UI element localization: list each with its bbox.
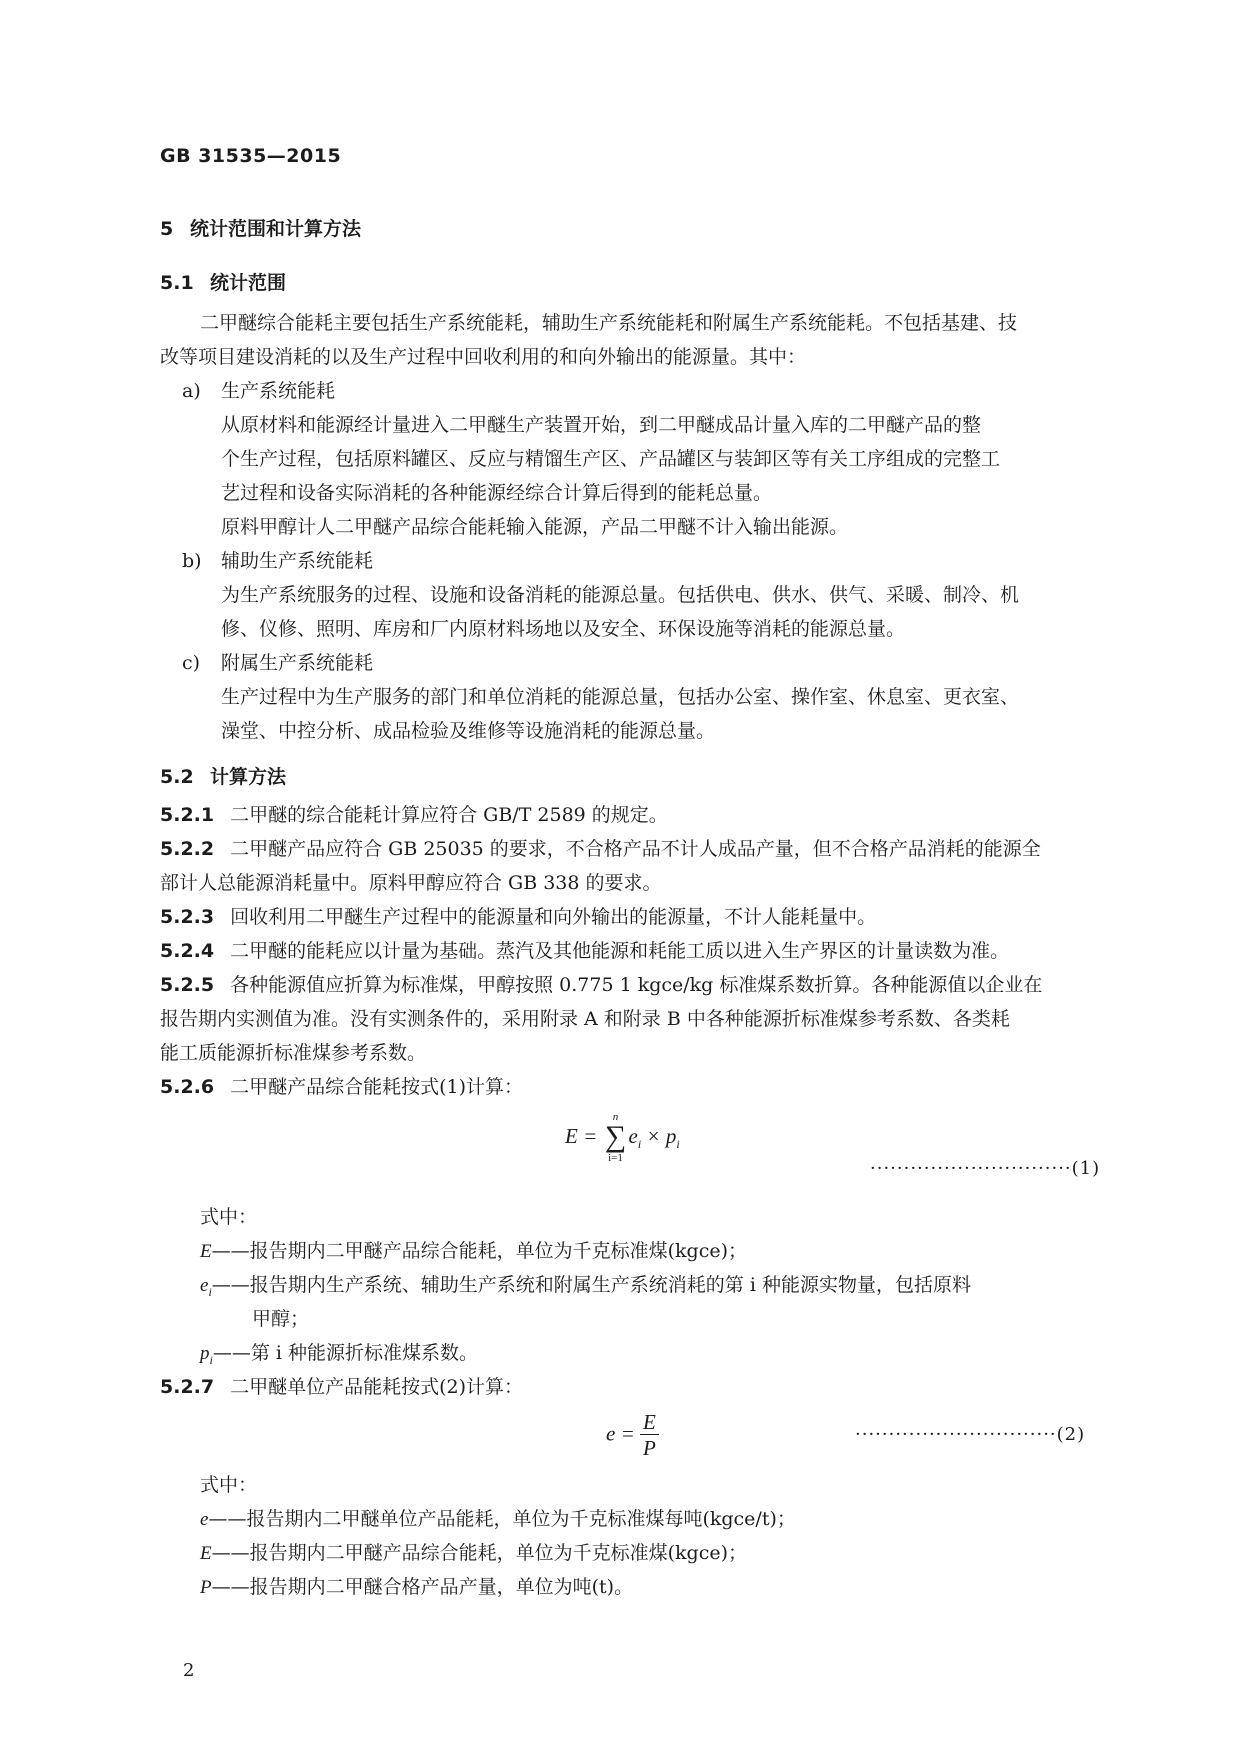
formula-2-number: ······························(2): [855, 1424, 1086, 1445]
clause-text: 回收利用二甲醚生产过程中的能源量和向外输出的能源量，不计人能耗量中。: [230, 906, 877, 928]
variable-def-e: [200, 1502, 796, 1537]
clause-5-2-7: [160, 1370, 523, 1404]
variable-definition: ——报告期内二甲醚产品综合能耗，单位为千克标准煤(kgce)；: [211, 1542, 747, 1564]
variable-definition: ——报告期内二甲醚单位产品能耗，单位为千克标准煤每吨(kgce/t)；: [208, 1508, 796, 1530]
item-a-label: a): [182, 380, 201, 402]
clause-5-2-5-line-3: 能工质能源折标准煤参考系数。: [160, 1042, 427, 1064]
section-5-2-heading: [160, 762, 286, 789]
section-title: 计算方法: [210, 766, 287, 788]
section-title: 统计范围和计算方法: [190, 218, 362, 240]
item-c-title: 附属生产系统能耗: [221, 652, 374, 674]
clause-text: 各种能源值应折算为标准煤，甲醇按照 0.775 1 kgce/kg 标准煤系数折算。各种能源值以企业在: [230, 974, 1043, 996]
section-number: 5.2: [160, 766, 194, 788]
section-title: 统计范围: [210, 272, 287, 294]
item-a-title: 生产系统能耗: [221, 380, 336, 402]
item-a-line-2: 个生产过程，包括原料罐区、反应与精馏生产区、产品罐区与装卸区等有关工序组成的完整工: [221, 448, 1001, 470]
item-b-title: 辅助生产系统能耗: [221, 550, 374, 572]
item-a-line-4: 原料甲醇计人二甲醚产品综合能耗输入能源，产品二甲醚不计入输出能源。: [221, 516, 849, 538]
variable-symbol: E: [200, 1241, 212, 1262]
clause-5-2-6: [160, 1070, 523, 1104]
clause-5-2-2: [160, 832, 1041, 866]
fraction: $\frac{E}{P}$: [640, 1410, 659, 1461]
standard-code-header: GB 31535—2015: [160, 145, 342, 167]
variable-symbol: E: [200, 1543, 212, 1564]
item-c-label: c): [182, 652, 201, 674]
variable-definition: ——报告期内二甲醚合格产品产量，单位为吨(t)。: [211, 1576, 634, 1598]
variable-def-P: [200, 1570, 633, 1605]
variable-symbol: P: [200, 1577, 212, 1598]
clause-5-2-2-line-2: 部计人总能源消耗量中。原料甲醇应符合 GB 338 的要求。: [160, 872, 662, 894]
clause-number: 5.2.4: [160, 940, 215, 962]
variable-def-E2: [200, 1536, 747, 1571]
variable-definition: ——第 i 种能源折标准煤系数。: [212, 1342, 479, 1364]
section-number: 5.1: [160, 272, 194, 294]
clause-number: 5.2.7: [160, 1376, 215, 1398]
variable-symbol: e: [200, 1275, 209, 1296]
clause-5-2-5-line-2: 报告期内实测值为准。没有实测条件的，采用附录 A 和附录 B 中各种能源折标准煤参考系数、各类耗: [160, 1008, 1010, 1030]
clause-text: 二甲醚单位产品能耗按式(2)计算：: [230, 1376, 524, 1398]
clause-text: 二甲醚的综合能耗计算应符合 GB/T 2589 的规定。: [230, 804, 668, 826]
variable-def-ei-line-2: 甲醇；: [252, 1308, 310, 1330]
variable-definition: ——报告期内生产系统、辅助生产系统和附属生产系统消耗的第 i 种能源实物量，包括原料: [211, 1274, 971, 1296]
item-b-line-1: 为生产系统服务的过程、设施和设备消耗的能源总量。包括供电、供水、供气、采暖、制冷、机: [221, 584, 1020, 606]
item-b-line-2: 修、仪修、照明、库房和厂内原材料场地以及安全、环保设施等消耗的能源总量。: [221, 618, 906, 640]
variable-def-pi: $p_i——$第 i 种能源折标准煤系数。: [200, 1342, 479, 1367]
variable-symbol: e: [200, 1509, 209, 1530]
where-label-2: 式中：: [200, 1474, 258, 1496]
item-a-line-1: 从原材料和能源经计量进入二甲醚生产装置开始，到二甲醚成品计量入库的二甲醚产品的整: [221, 414, 982, 436]
clause-5-2-3: [160, 900, 876, 934]
clause-text: 二甲醚的能耗应以计量为基础。蒸汽及其他能源和耗能工质以进入生产界区的计量读数为准。: [230, 940, 1010, 962]
intro-line-2: 改等项目建设消耗的以及生产过程中回收利用的和向外输出的能源量。其中：: [160, 346, 807, 368]
where-label-1: 式中：: [200, 1206, 258, 1228]
variable-symbol: p: [200, 1343, 210, 1364]
clause-5-2-4: [160, 934, 1009, 968]
formula-1: E = n ∑ i=1 $e_i \times p_i$: [565, 1111, 680, 1164]
variable-def-ei: $e_i——$报告期内生产系统、辅助生产系统和附属生产系统消耗的第 i 种能源实物量，包括原料: [200, 1274, 971, 1299]
intro-line-1: 二甲醚综合能耗主要包括生产系统能耗，辅助生产系统能耗和附属生产系统能耗。不包括基建、技: [200, 312, 1018, 334]
section-number: 5: [160, 218, 174, 240]
clause-5-2-1: [160, 798, 668, 832]
clause-number: 5.2.1: [160, 804, 215, 826]
clause-5-2-5: [160, 968, 1042, 1002]
clause-number: 5.2.6: [160, 1076, 215, 1098]
item-b-label: b): [182, 550, 202, 572]
variable-def-E: [200, 1234, 747, 1269]
variable-definition: ——报告期内二甲醚产品综合能耗，单位为千克标准煤(kgce)；: [211, 1240, 747, 1262]
clause-text: 二甲醚产品应符合 GB 25035 的要求，不合格产品不计人成品产量，但不合格产品消耗的能源全: [230, 838, 1041, 860]
clause-text: 二甲醚产品综合能耗按式(1)计算：: [230, 1076, 524, 1098]
formula-1-number: ······························(1): [870, 1158, 1101, 1179]
summation-symbol: n ∑ i=1: [604, 1111, 627, 1164]
clause-number: 5.2.5: [160, 974, 215, 996]
clause-number: 5.2.3: [160, 906, 215, 928]
clause-number: 5.2.2: [160, 838, 215, 860]
item-c-line-2: 澡堂、中控分析、成品检验及维修等设施消耗的能源总量。: [221, 720, 716, 742]
item-a-line-3: 艺过程和设备实际消耗的各种能源经综合计算后得到的能耗总量。: [221, 482, 773, 504]
item-c-line-1: 生产过程中为生产服务的部门和单位消耗的能源总量，包括办公室、操作室、休息室、更衣室、: [221, 686, 1020, 708]
page-number: 2: [183, 1660, 195, 1681]
formula-2: e = $\frac{E}{P}$: [606, 1410, 659, 1461]
section-5-heading: [160, 214, 361, 241]
section-5-1-heading: [160, 268, 286, 295]
